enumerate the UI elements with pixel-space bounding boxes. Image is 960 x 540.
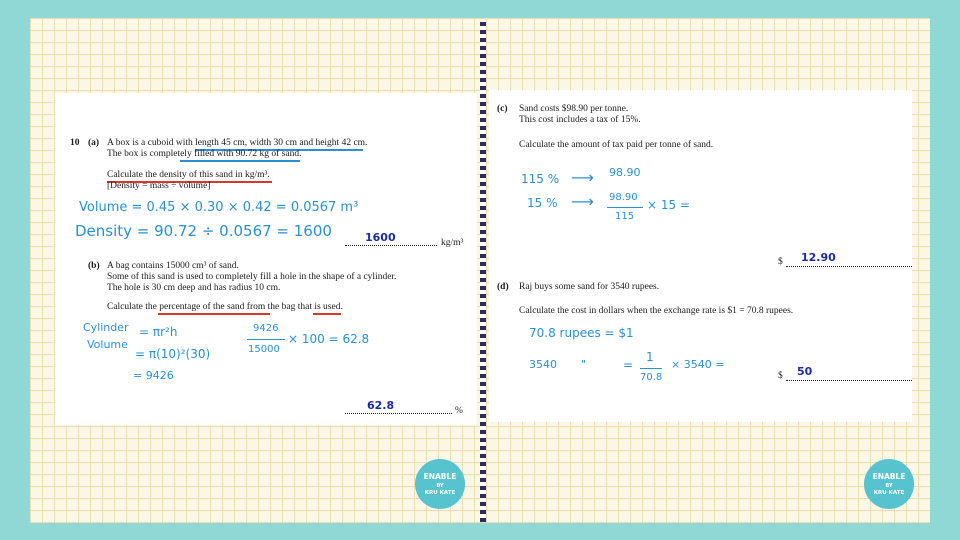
fraction-bar-d — [640, 368, 662, 369]
part-a-line1: A box is a cuboid with length 45 cm, width 30 cm and height 42 cm. — [107, 138, 368, 148]
unit-a: kg/m³ — [441, 238, 464, 248]
work-frac-numerator-c: 98.90 — [609, 192, 638, 203]
currency-c: $ — [778, 257, 783, 267]
right-exam-page — [489, 90, 912, 422]
work-98-90: 98.90 — [609, 166, 641, 179]
work-frac-numerator-d: 1 — [646, 350, 654, 364]
work-formula: = πr²h — [139, 325, 178, 339]
answer-d: 50 — [797, 365, 813, 378]
currency-d: $ — [778, 371, 783, 381]
work-115-percent: 115 % — [521, 172, 560, 186]
part-b-line3: The hole is 30 cm deep and has radius 10 cm. — [107, 283, 281, 293]
work-frac-numerator: 9426 — [253, 323, 279, 334]
answer-c: 12.90 — [801, 251, 836, 264]
answer-b: 62.8 — [367, 399, 395, 412]
page-divider — [480, 22, 486, 522]
work-equals: = — [623, 358, 634, 372]
logo-text: ENABLE — [872, 472, 906, 481]
part-c-line1: Sand costs $98.90 per tonne. — [519, 104, 629, 114]
fraction-bar-c — [607, 207, 643, 208]
part-a-label: (a) — [88, 138, 100, 148]
part-d-line1: Raj buys some sand for 3540 rupees. — [519, 282, 660, 292]
answer-line-c — [786, 266, 912, 267]
work-exchange-rate: 70.8 rupees = $1 — [529, 326, 634, 340]
work-dollar-result: × 3540 = — [671, 358, 725, 371]
enable-logo-left — [415, 459, 465, 509]
part-b-line1: A bag contains 15000 cm³ of sand. — [107, 261, 239, 271]
arrow-icon: ⟶ — [571, 192, 594, 211]
work-density: Density = 90.72 ÷ 0.0567 = 1600 — [75, 222, 332, 240]
arrow-icon: ⟶ — [571, 168, 594, 187]
logo-text: ENABLE — [423, 472, 457, 481]
work-tax-result: × 15 = — [647, 198, 691, 212]
part-c-line2: This cost includes a tax of 15%. — [519, 115, 641, 125]
work-substitution: = π(10)²(30) — [135, 347, 211, 361]
part-c-label: (c) — [497, 104, 508, 114]
part-a-line2: The box is completely filled with 90.72 kg of sand. — [107, 149, 302, 159]
work-volume-label: Volume — [87, 338, 128, 351]
part-d-line2: Calculate the cost in dollars when the exchange rate is $1 = 70.8 rupees. — [519, 306, 794, 316]
underline-mass — [180, 160, 300, 162]
work-percent-result: × 100 = 62.8 — [288, 332, 370, 346]
part-d-label: (d) — [497, 282, 509, 292]
part-b-label: (b) — [88, 261, 100, 271]
work-15-percent: 15 % — [527, 196, 558, 210]
left-exam-page — [55, 93, 477, 425]
part-b-line4: Calculate the percentage of the sand from the bag that is used. — [107, 302, 343, 312]
work-frac-denominator: 15000 — [248, 344, 280, 355]
part-a-line4: [Density = mass ÷ volume] — [107, 181, 211, 191]
underline-used — [313, 313, 341, 315]
logo-text: KRU KATE — [873, 490, 905, 496]
logo-text: BY — [885, 483, 893, 489]
question-number: 10 — [70, 138, 80, 148]
answer-line-a — [345, 245, 437, 246]
work-3540: 3540 — [529, 358, 557, 371]
part-c-line3: Calculate the amount of tax paid per tonne of sand. — [519, 140, 714, 150]
logo-text: KRU KATE — [424, 490, 456, 496]
underline-percentage — [158, 313, 270, 315]
work-frac-denominator-d: 70.8 — [640, 372, 663, 383]
fraction-bar-b — [247, 339, 285, 340]
work-frac-denominator-c: 115 — [615, 211, 635, 222]
part-a-line3: Calculate the density of this sand in kg/m³. — [107, 170, 270, 180]
answer-a: 1600 — [365, 231, 396, 244]
part-b-line2: Some of this sand is used to completely fill a hole in the shape of a cylinder. — [107, 272, 397, 282]
unit-b: % — [455, 406, 463, 416]
answer-line-b — [345, 413, 452, 414]
work-cylinder: Cylinder — [83, 321, 129, 334]
logo-text: BY — [436, 483, 444, 489]
work-cylinder-result: = 9426 — [133, 369, 174, 382]
answer-line-d — [786, 380, 912, 381]
work-volume: Volume = 0.45 × 0.30 × 0.42 = 0.0567 m³ — [79, 200, 359, 215]
enable-logo-right — [864, 459, 914, 509]
work-ditto: " — [581, 358, 587, 371]
